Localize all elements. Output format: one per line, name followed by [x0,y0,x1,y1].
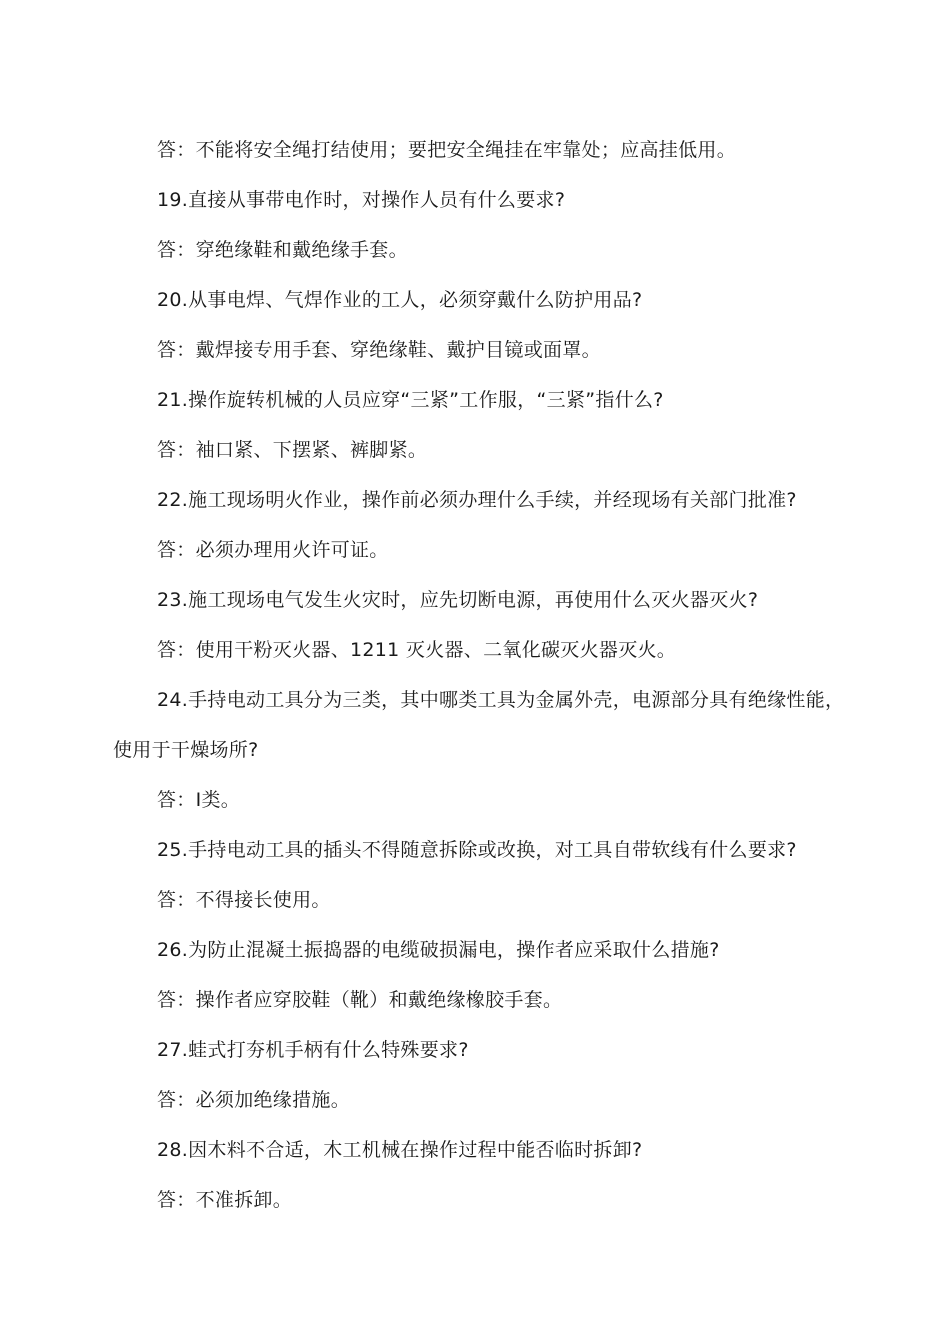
answer-22: 答：必须办理用火许可证。 [157,539,389,561]
question-22: 22.施工现场明火作业，操作前必须办理什么手续，并经现场有关部门批准? [157,489,797,511]
question-26: 26.为防止混凝土振捣器的电缆破损漏电，操作者应采取什么措施? [157,939,720,961]
answer-25: 答：不得接长使用。 [157,889,331,911]
answer-26: 答：操作者应穿胶鞋（靴）和戴绝缘橡胶手套。 [157,989,563,1011]
answer-27: 答：必须加绝缘措施。 [157,1089,351,1111]
question-24: 24.手持电动工具分为三类，其中哪类工具为金属外壳，电源部分具有绝缘性能， [157,689,845,711]
answer-21: 答：袖口紧、下摆紧、裤脚紧。 [157,439,428,461]
question-28: 28.因木料不合适，木工机械在操作过程中能否临时拆卸? [157,1139,643,1161]
answer-24: 答：Ⅰ类。 [157,789,241,811]
question-23: 23.施工现场电气发生火灾时，应先切断电源，再使用什么灭火器灭火? [157,589,759,611]
answer-28: 答：不准拆卸。 [157,1189,293,1211]
answer-23: 答：使用干粉灭火器、1211 灭火器、二氧化碳灭火器灭火。 [157,639,677,661]
answer-19: 答：穿绝缘鞋和戴绝缘手套。 [157,239,408,261]
answer-18: 答：不能将安全绳打结使用；要把安全绳挂在牢靠处；应高挂低用。 [157,139,737,161]
answer-20: 答：戴焊接专用手套、穿绝缘鞋、戴护目镜或面罩。 [157,339,601,361]
question-21: 21.操作旋转机械的人员应穿“三紧”工作服，“三紧”指什么? [157,389,664,411]
question-19: 19.直接从事带电作时，对操作人员有什么要求? [157,189,566,211]
question-25: 25.手持电动工具的插头不得随意拆除或改换，对工具自带软线有什么要求? [157,839,797,861]
question-20: 20.从事电焊、气焊作业的工人，必须穿戴什么防护用品? [157,289,643,311]
question-27: 27.蛙式打夯机手柄有什么特殊要求? [157,1039,469,1061]
question-24-continued: 使用于干燥场所? [113,739,259,761]
